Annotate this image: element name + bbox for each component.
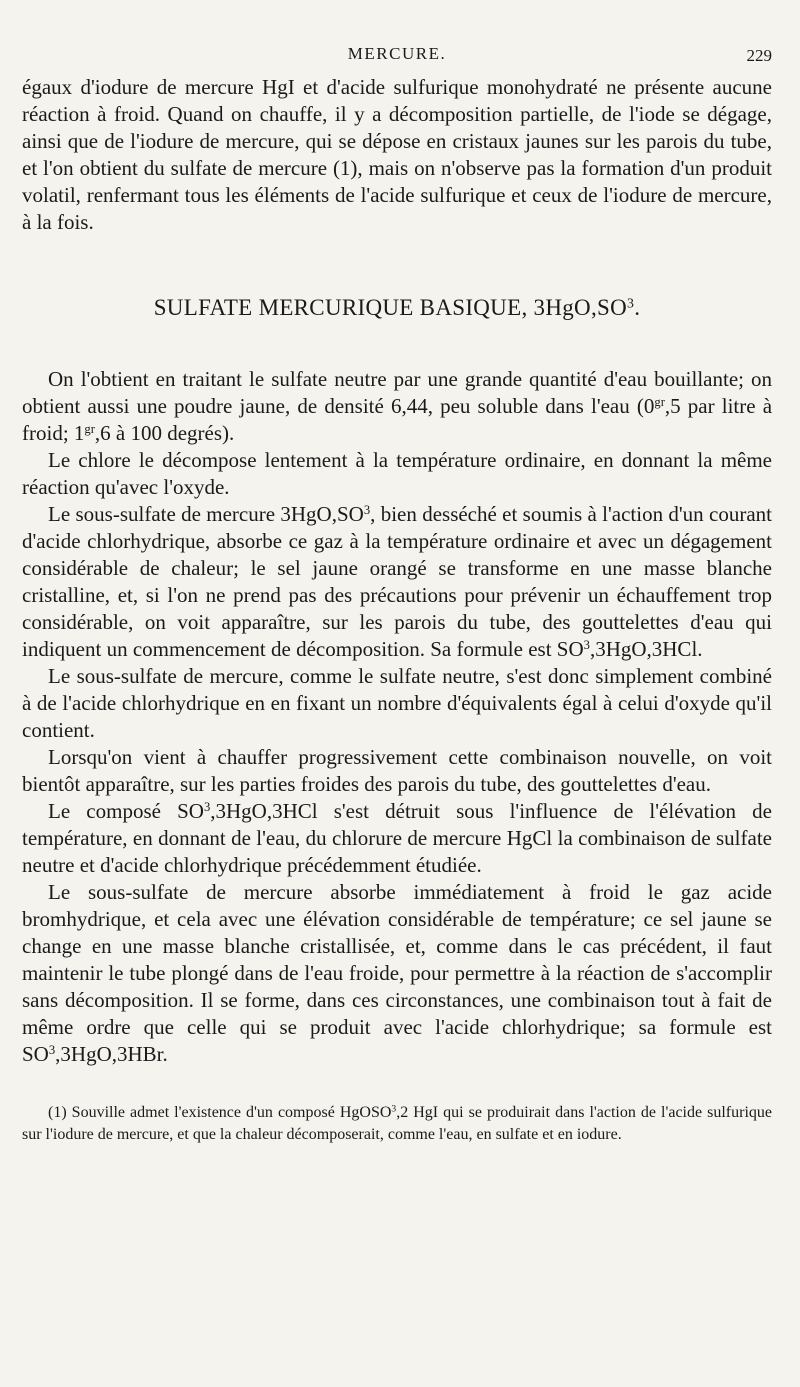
text-span: (1) Souville admet l'existence d'un composé HgOSO (48, 1104, 392, 1121)
section-title (22, 295, 772, 321)
text-span: Le sous-sulfate de mercure absorbe immédiatement à froid le gaz acide bromhydrique, et cela avec une élévation considérable de température; ce sel jaune se change en une masse blanche cristallisée, et, comme dans le cas précédent, il faut maintenir le tube plongé dans de l'eau froide, pour permettre à la réaction de s'accomplir sans décomposition. Il se forme, dans ces circonstances, une combinaison tout à fait de même ordre que celle qui se produit avec l'acide chlorhydrique; sa formule est SO (22, 880, 772, 1066)
superscript: gr (84, 422, 95, 437)
paragraph-chlorhydrique (22, 501, 772, 663)
paragraph-bromhydrique (22, 879, 772, 1068)
text-span: ,3HgO,3HCl. (589, 637, 703, 661)
superscript: 3 (363, 503, 371, 518)
superscript: gr (654, 395, 665, 410)
running-title: MERCURE. (347, 44, 447, 63)
text-span: ,5 par litre à froid; 1 (22, 394, 773, 445)
paragraph-preparation (22, 366, 772, 447)
text-span: , bien desséché et soumis à l'action d'un courant d'acide chlorhydrique, absorbe ce gaz à la température ordinaire et avec un dégagement considérable de chaleur; le sel jaune orangé se transforme en une masse blanche cristalline, et, si l'on ne prend pas des précautions pour prévenir un échauffement trop considérable, on voit apparaître, sur les parois du tube, des gouttelettes d'eau qui indiquent un commencement de décomposition. Sa formule est SO (22, 502, 772, 661)
page-number: 229 (746, 46, 772, 65)
superscript: 3 (203, 800, 211, 815)
text-span: On l'obtient en traitant le sulfate neutre par une grande quantité d'eau bouillante; on obtient aussi une poudre jaune, de densité 6,44, peu soluble dans l'eau (0 (22, 367, 772, 418)
footnote (22, 1102, 772, 1146)
superscript: 3 (48, 1043, 56, 1058)
body-text (22, 74, 772, 1146)
section-title-superscript: 3 (627, 295, 635, 311)
paragraph-chlore: Le chlore le décompose lentement à la température ordinaire, en donnant la même réaction qu'avec l'oxyde. (22, 448, 772, 499)
paragraph-chauffage: Lorsqu'on vient à chauffer progressivement cette combinaison nouvelle, on voit bientôt apparaître, sur les parties froides des parois du tube, des gouttelettes d'eau. (22, 745, 772, 796)
paragraph-decomposition (22, 798, 772, 879)
running-head (22, 44, 772, 74)
paragraph-combinaison: Le sous-sulfate de mercure, comme le sulfate neutre, s'est donc simplement combiné à de l'acide chlorhydrique en en fixant un nombre d'équivalents égal à celui d'oxyde qu'il contient. (22, 664, 772, 742)
text-span: ,3HgO,3HBr. (55, 1042, 168, 1066)
superscript: 3 (391, 1103, 397, 1115)
text-span: Le composé SO (48, 799, 204, 823)
section-title-end: . (634, 295, 641, 320)
intro-paragraph: égaux d'iodure de mercure HgI et d'acide sulfurique monohydraté ne présente aucune réaction à froid. Quand on chauffe, il y a décomposition partielle, de l'iode se dégage, ainsi que de l'iodure de mercure, qui se dépose en cristaux jaunes sur les parois du tube, et l'on obtient du sulfate de mercure (1), mais on n'observe pas la formation d'un produit volatil, renfermant tous les éléments de l'acide sulfurique et ceux de l'iodure de mercure, à la fois. (22, 75, 772, 234)
text-span: Le sous-sulfate de mercure 3HgO,SO (48, 502, 364, 526)
text-span: ,6 à 100 degrés). (94, 421, 235, 445)
section-title-text: SULFATE MERCURIQUE BASIQUE, 3HgO,SO (153, 295, 628, 320)
text-span: ,3HgO,3HCl s'est détruit sous l'influence de l'élévation de température, en donnant de l'eau, du chlorure de mercure HgCl la combinaison de sulfate neutre et d'acide chlorhydrique précédemment étudiée. (22, 799, 772, 877)
text-span: ,2 HgI qui se produirait dans l'action de l'acide sulfurique sur l'iodure de mercure, et que la chaleur décomposerait, comme l'eau, en sulfate et en iodure. (22, 1104, 772, 1143)
superscript: 3 (583, 638, 590, 653)
